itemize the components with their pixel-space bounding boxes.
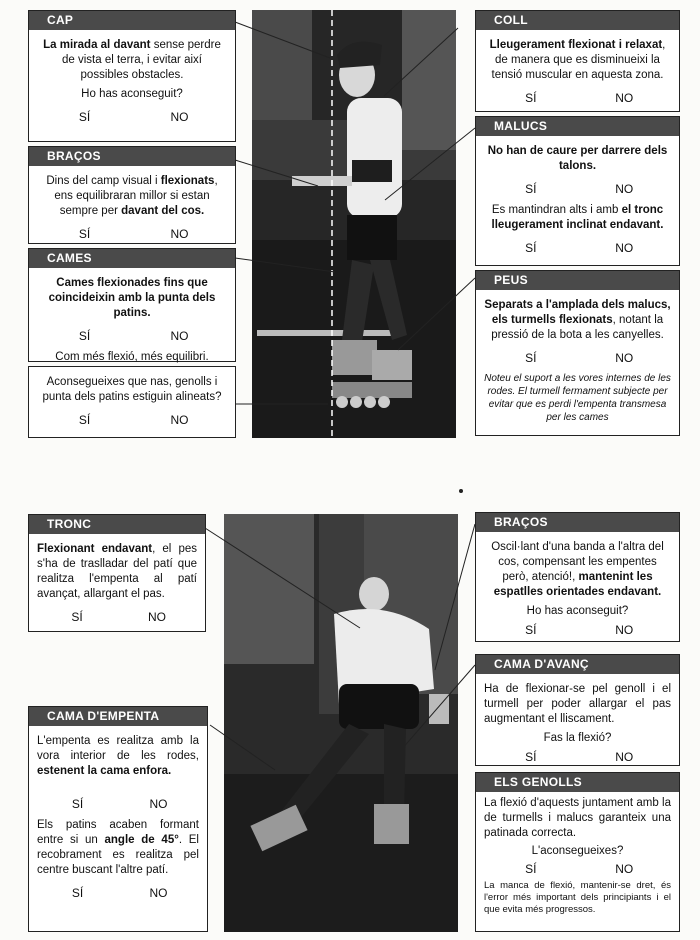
yes-option[interactable]: SÍ: [78, 110, 91, 124]
yes-option[interactable]: SÍ: [78, 329, 91, 343]
card-title: COLL: [476, 11, 679, 30]
card-title: MALUCS: [476, 117, 679, 136]
note: La manca de flexió, mantenir-se dret, és l'error més important dels principiants i el que evita més progressos.: [484, 880, 671, 915]
yes-option[interactable]: SÍ: [71, 886, 84, 900]
text: Dins del camp visual i: [46, 175, 161, 187]
text-bold: Separats a l'amplada dels malucs, els turmells flexionats: [484, 299, 671, 326]
no-option[interactable]: NO: [149, 886, 168, 900]
card-malucs: [475, 116, 680, 266]
text-bold: estenent la cama enfora.: [37, 765, 172, 777]
yes-option[interactable]: SÍ: [78, 413, 91, 427]
no-option[interactable]: NO: [615, 241, 634, 255]
card-bracos: [28, 146, 236, 244]
text: sense perdre de vista el terra, i evitar així possibles obstacles.: [62, 39, 221, 81]
text-bold: Flexionant endavant: [37, 543, 153, 555]
card-title: BRAÇOS: [29, 147, 235, 166]
card-cames: [28, 248, 236, 362]
yes-option[interactable]: SÍ: [525, 241, 537, 255]
no-option[interactable]: NO: [170, 227, 189, 241]
yes-option[interactable]: SÍ: [525, 91, 537, 105]
text: La flexió d'aquests juntament amb la de turmells i malucs garanteix una patinada correcta.: [484, 797, 671, 839]
card-title: CAP: [29, 11, 235, 30]
yes-option[interactable]: SÍ: [71, 797, 84, 811]
no-option[interactable]: NO: [170, 413, 189, 427]
no-option[interactable]: NO: [170, 110, 189, 124]
text-bold: La mirada al davant: [43, 39, 151, 51]
no-option[interactable]: NO: [615, 351, 634, 365]
card-title: BRAÇOS: [476, 513, 679, 532]
question: Aconsegueixes que nas, genolls i punta dels patins estiguin alineats?: [42, 376, 222, 403]
yes-option[interactable]: SÍ: [525, 351, 537, 365]
text-bold: davant del cos.: [121, 205, 205, 217]
text: Els patins acaben formant entre si un: [37, 819, 199, 846]
question: Fas la flexió?: [543, 732, 612, 744]
text-bold: Lleugerament flexionat i relaxat: [489, 39, 663, 51]
yes-option[interactable]: SÍ: [525, 623, 537, 637]
yes-option[interactable]: SÍ: [525, 182, 537, 196]
text: , de manera que es disminueixi la tensió muscular en aquesta zona.: [491, 39, 666, 81]
text-bold: el tronc lleugerament inclinat endavant.: [491, 204, 664, 231]
card-peus: [475, 270, 680, 436]
card-cap: [28, 10, 236, 142]
no-option[interactable]: NO: [149, 797, 168, 811]
card-title: TRONC: [29, 515, 205, 534]
note: Noteu el suport a les vores internes de les rodes. El turmell fermament subjecte per evitar que es perdi l'empenta transmesa per les cames: [484, 373, 671, 423]
text-bold: flexionats: [160, 175, 215, 187]
card-title: CAMES: [29, 249, 235, 268]
card-bracos-2: [475, 512, 680, 642]
text: Oscil·lant d'una banda a l'altra del cos, compensant les empentes però, atenció!,: [491, 541, 664, 583]
text: , notant la pressió de la bota a les canyelles.: [491, 314, 664, 341]
card-tronc: [28, 514, 206, 632]
text-bold: No han de caure per darrere dels talons.: [487, 145, 668, 172]
text: Ha de flexionar-se pel genoll i el turmell per poder allargar el pas augmentant el lliscament.: [484, 683, 671, 725]
no-option[interactable]: NO: [615, 91, 634, 105]
text-bold: mantenint les espatlles orientades endavant.: [493, 571, 662, 598]
no-option[interactable]: NO: [615, 182, 634, 196]
photo-skater-gliding: [224, 514, 458, 932]
no-option[interactable]: NO: [615, 750, 634, 764]
photo-skater-standing: [252, 10, 456, 438]
no-option[interactable]: NO: [615, 862, 634, 876]
yes-option[interactable]: SÍ: [78, 227, 91, 241]
text-bold: angle de 45°: [104, 834, 179, 846]
text: , ens equilibraran millor si estan sempre per: [54, 175, 218, 217]
text-bold: Cames flexionades fins que coincideixin amb la punta dels patins.: [48, 277, 216, 319]
yes-option[interactable]: SÍ: [525, 862, 537, 876]
no-option[interactable]: NO: [615, 623, 634, 637]
text: L'empenta es realitza amb la vora interior de les rodes,: [37, 735, 199, 762]
yes-option[interactable]: SÍ: [71, 610, 83, 624]
text: Com més flexió, més equilibri.: [55, 351, 209, 363]
yes-option[interactable]: SÍ: [525, 750, 537, 764]
question: Ho has aconseguit?: [526, 605, 629, 617]
question: Ho has aconseguit?: [81, 88, 183, 100]
card-cama-avanc: [475, 654, 680, 766]
card-title: PEUS: [476, 271, 679, 290]
text: . El recobrament es realitza pel centre buscant l'altre patí.: [37, 834, 199, 876]
text: Es mantindran alts i amb: [491, 204, 622, 216]
text: , el pes s'ha de traslladar del patí que realitza l'empenta al patí avançat, allargant el pas.: [37, 543, 198, 600]
no-option[interactable]: NO: [148, 610, 166, 624]
no-option[interactable]: NO: [170, 329, 189, 343]
card-cama-empenta: [28, 706, 208, 932]
stray-dot: [459, 489, 463, 493]
card-alineacio: [28, 366, 236, 438]
question: L'aconsegueixes?: [531, 845, 624, 857]
card-els-genolls: [475, 772, 680, 932]
card-title: CAMA D'EMPENTA: [29, 707, 207, 726]
card-title: ELS GENOLLS: [476, 773, 679, 792]
card-coll: [475, 10, 680, 112]
card-title: CAMA D'AVANÇ: [476, 655, 679, 674]
